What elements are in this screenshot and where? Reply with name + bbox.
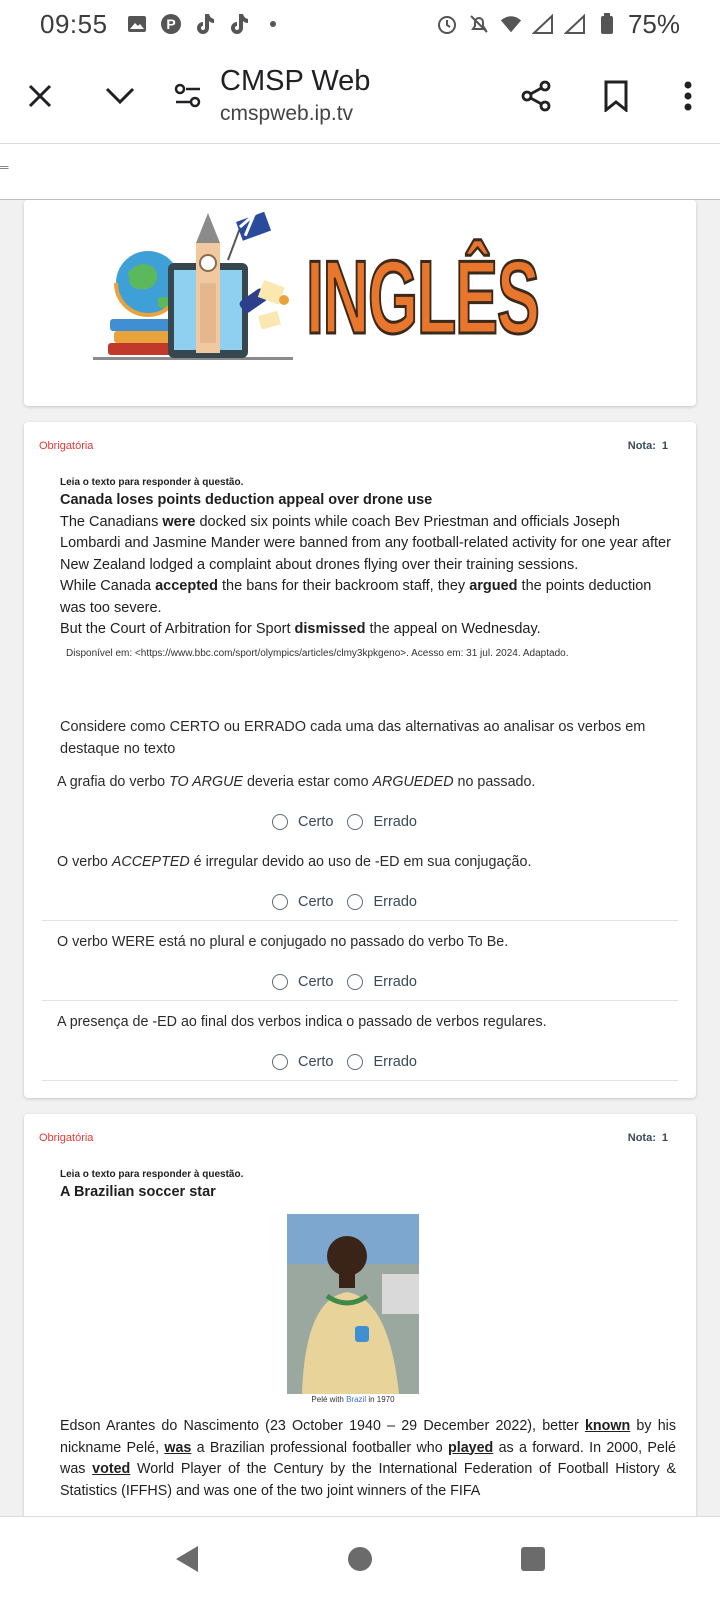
page-title-block — [220, 65, 496, 126]
option-certo[interactable]: Certo — [272, 974, 333, 990]
menu-edge-icon[interactable]: ═ — [0, 160, 9, 174]
passage-paragraph-1: The Canadians were docked six points while coach Bev Priestman and officials Joseph Lombardi and Jasmine Mander were banned from any football-related activity for one year after New Zealand lodged a complaint about drones flying over their training sessions. — [60, 513, 671, 573]
statement-4-options — [272, 1054, 417, 1070]
battery-icon — [596, 13, 618, 35]
divider — [42, 920, 678, 921]
caption-link[interactable]: Brazil — [346, 1395, 367, 1404]
page-title: CMSP Web — [220, 65, 371, 97]
option-certo[interactable]: Certo — [272, 814, 333, 830]
question-card-2 — [24, 1114, 696, 1516]
photo-caption: Pelé with Brazil in 1970 — [311, 1395, 395, 1404]
reading-passage — [60, 476, 676, 664]
clock: 09:55 — [40, 8, 108, 39]
recents-square-icon — [520, 1546, 546, 1572]
tiktok-icon — [194, 13, 216, 35]
alarm-icon — [436, 13, 458, 35]
more-vert-icon — [684, 81, 692, 111]
radio-circle-icon[interactable] — [347, 974, 363, 990]
score-label — [622, 440, 668, 452]
required-label: Obrigatória — [39, 1132, 94, 1144]
divider — [42, 1080, 678, 1081]
option-errado[interactable]: Errado — [347, 974, 417, 990]
close-button[interactable] — [0, 48, 80, 144]
score-value: 1 — [661, 440, 668, 452]
radio-circle-icon[interactable] — [272, 1054, 288, 1070]
bio-paragraph: Edson Arantes do Nascimento (23 October 1940 – 29 December 2022), better known by his nickname Pelé, was a Brazilian professional footballer who played as a forward. In 2000, Pelé was voted World Player of the Century by the International Federation of Football History & Statistics (IFFHS) and was one of the two joint winners of the FIFA — [60, 1418, 677, 1499]
statement-1-options — [272, 814, 417, 830]
signal-icon-2 — [564, 13, 586, 35]
system-icons — [436, 9, 680, 40]
english-illustration — [88, 208, 318, 378]
bookmark-button[interactable] — [576, 48, 656, 144]
notification-icons — [126, 13, 284, 35]
home-button[interactable] — [330, 1529, 390, 1589]
option-errado[interactable]: Errado — [347, 1054, 417, 1070]
radio-circle-icon[interactable] — [347, 814, 363, 830]
wifi-icon — [500, 13, 522, 35]
radio-circle-icon[interactable] — [272, 974, 288, 990]
status-bar — [0, 0, 720, 48]
option-errado[interactable]: Errado — [347, 894, 417, 910]
score-label — [622, 1132, 668, 1144]
page-url: cmspweb.ip.tv — [220, 102, 354, 125]
page-content[interactable] — [0, 200, 720, 1516]
battery-percent: 75% — [627, 8, 680, 39]
reading-passage-header — [60, 1168, 676, 1204]
mute-icon — [468, 13, 490, 35]
statement-4: A presença de -ED ao final dos verbos indica o passado de verbos regulares. — [57, 1014, 547, 1030]
gallery-icon — [126, 13, 148, 35]
tiktok-icon-2 — [228, 13, 250, 35]
recents-button[interactable] — [503, 1529, 563, 1589]
radio-circle-icon[interactable] — [347, 1054, 363, 1070]
tune-icon — [174, 83, 202, 109]
statement-2: O verbo ACCEPTED é irregular devido ao uso de -ED em sua conjugação. — [57, 854, 532, 870]
chevron-down-icon — [104, 86, 136, 106]
passage-paragraph-2: While Canada accepted the bans for their backroom staff, they argued the points deduction was too severe. — [60, 578, 652, 616]
option-certo[interactable]: Certo — [272, 894, 333, 910]
option-certo[interactable]: Certo — [272, 1054, 333, 1070]
score-caption: Nota: — [627, 1132, 656, 1144]
score-value: 1 — [661, 1132, 668, 1144]
page-header-strip — [0, 144, 720, 200]
statement-2-options — [272, 894, 417, 910]
radio-circle-icon[interactable] — [272, 814, 288, 830]
minimize-button[interactable] — [80, 48, 160, 144]
statement-1: A grafia do verbo TO ARGUE deveria estar como ARGUEDED no passado. — [57, 774, 536, 790]
signal-icon — [532, 13, 554, 35]
close-icon — [26, 82, 54, 110]
share-icon — [520, 80, 552, 112]
bookmark-icon — [604, 80, 628, 112]
banner-card — [24, 200, 696, 406]
score-caption: Nota: — [627, 440, 656, 452]
passage-source: Disponível em: <https://www.bbc.com/sport/olympics/articles/clmy3kpkgeno>. Acesso em: 31 jul. 2024. Adaptado. — [66, 647, 569, 659]
question-instruction: Considere como CERTO ou ERRADO cada uma das alternativas ao analisar os verbos em destaque no texto — [60, 719, 646, 757]
statement-3-options — [272, 974, 417, 990]
radio-circle-icon[interactable] — [347, 894, 363, 910]
banner-title: INGLÊS — [306, 240, 539, 356]
browser-toolbar — [0, 48, 720, 144]
option-errado[interactable]: Errado — [347, 814, 417, 830]
required-label: Obrigatória — [39, 440, 94, 452]
back-button[interactable] — [157, 1529, 217, 1589]
share-button[interactable] — [496, 48, 576, 144]
svg-text:P: P — [165, 16, 176, 32]
system-nav-bar — [0, 1516, 720, 1600]
statement-3: O verbo WERE está no plural e conjugado no passado do verbo To Be. — [57, 934, 509, 950]
dot-icon — [262, 13, 284, 35]
passage-paragraph-3: But the Court of Arbitration for Sport dismissed the appeal on Wednesday. — [60, 621, 541, 637]
site-settings-button[interactable] — [160, 48, 216, 144]
divider — [42, 1000, 678, 1001]
home-circle-icon — [347, 1546, 373, 1572]
instruction-label: Leia o texto para responder à questão. — [60, 1169, 244, 1180]
question-card-1 — [24, 422, 696, 1098]
radio-circle-icon[interactable] — [272, 894, 288, 910]
pinterest-icon — [160, 13, 182, 35]
instruction-label: Leia o texto para responder à questão. — [60, 477, 244, 488]
passage-headline: Canada loses points deduction appeal over drone use — [60, 492, 433, 508]
pele-photo — [287, 1214, 419, 1394]
back-triangle-icon — [174, 1544, 200, 1574]
more-options-button[interactable] — [656, 48, 720, 144]
passage-headline: A Brazilian soccer star — [60, 1184, 216, 1200]
